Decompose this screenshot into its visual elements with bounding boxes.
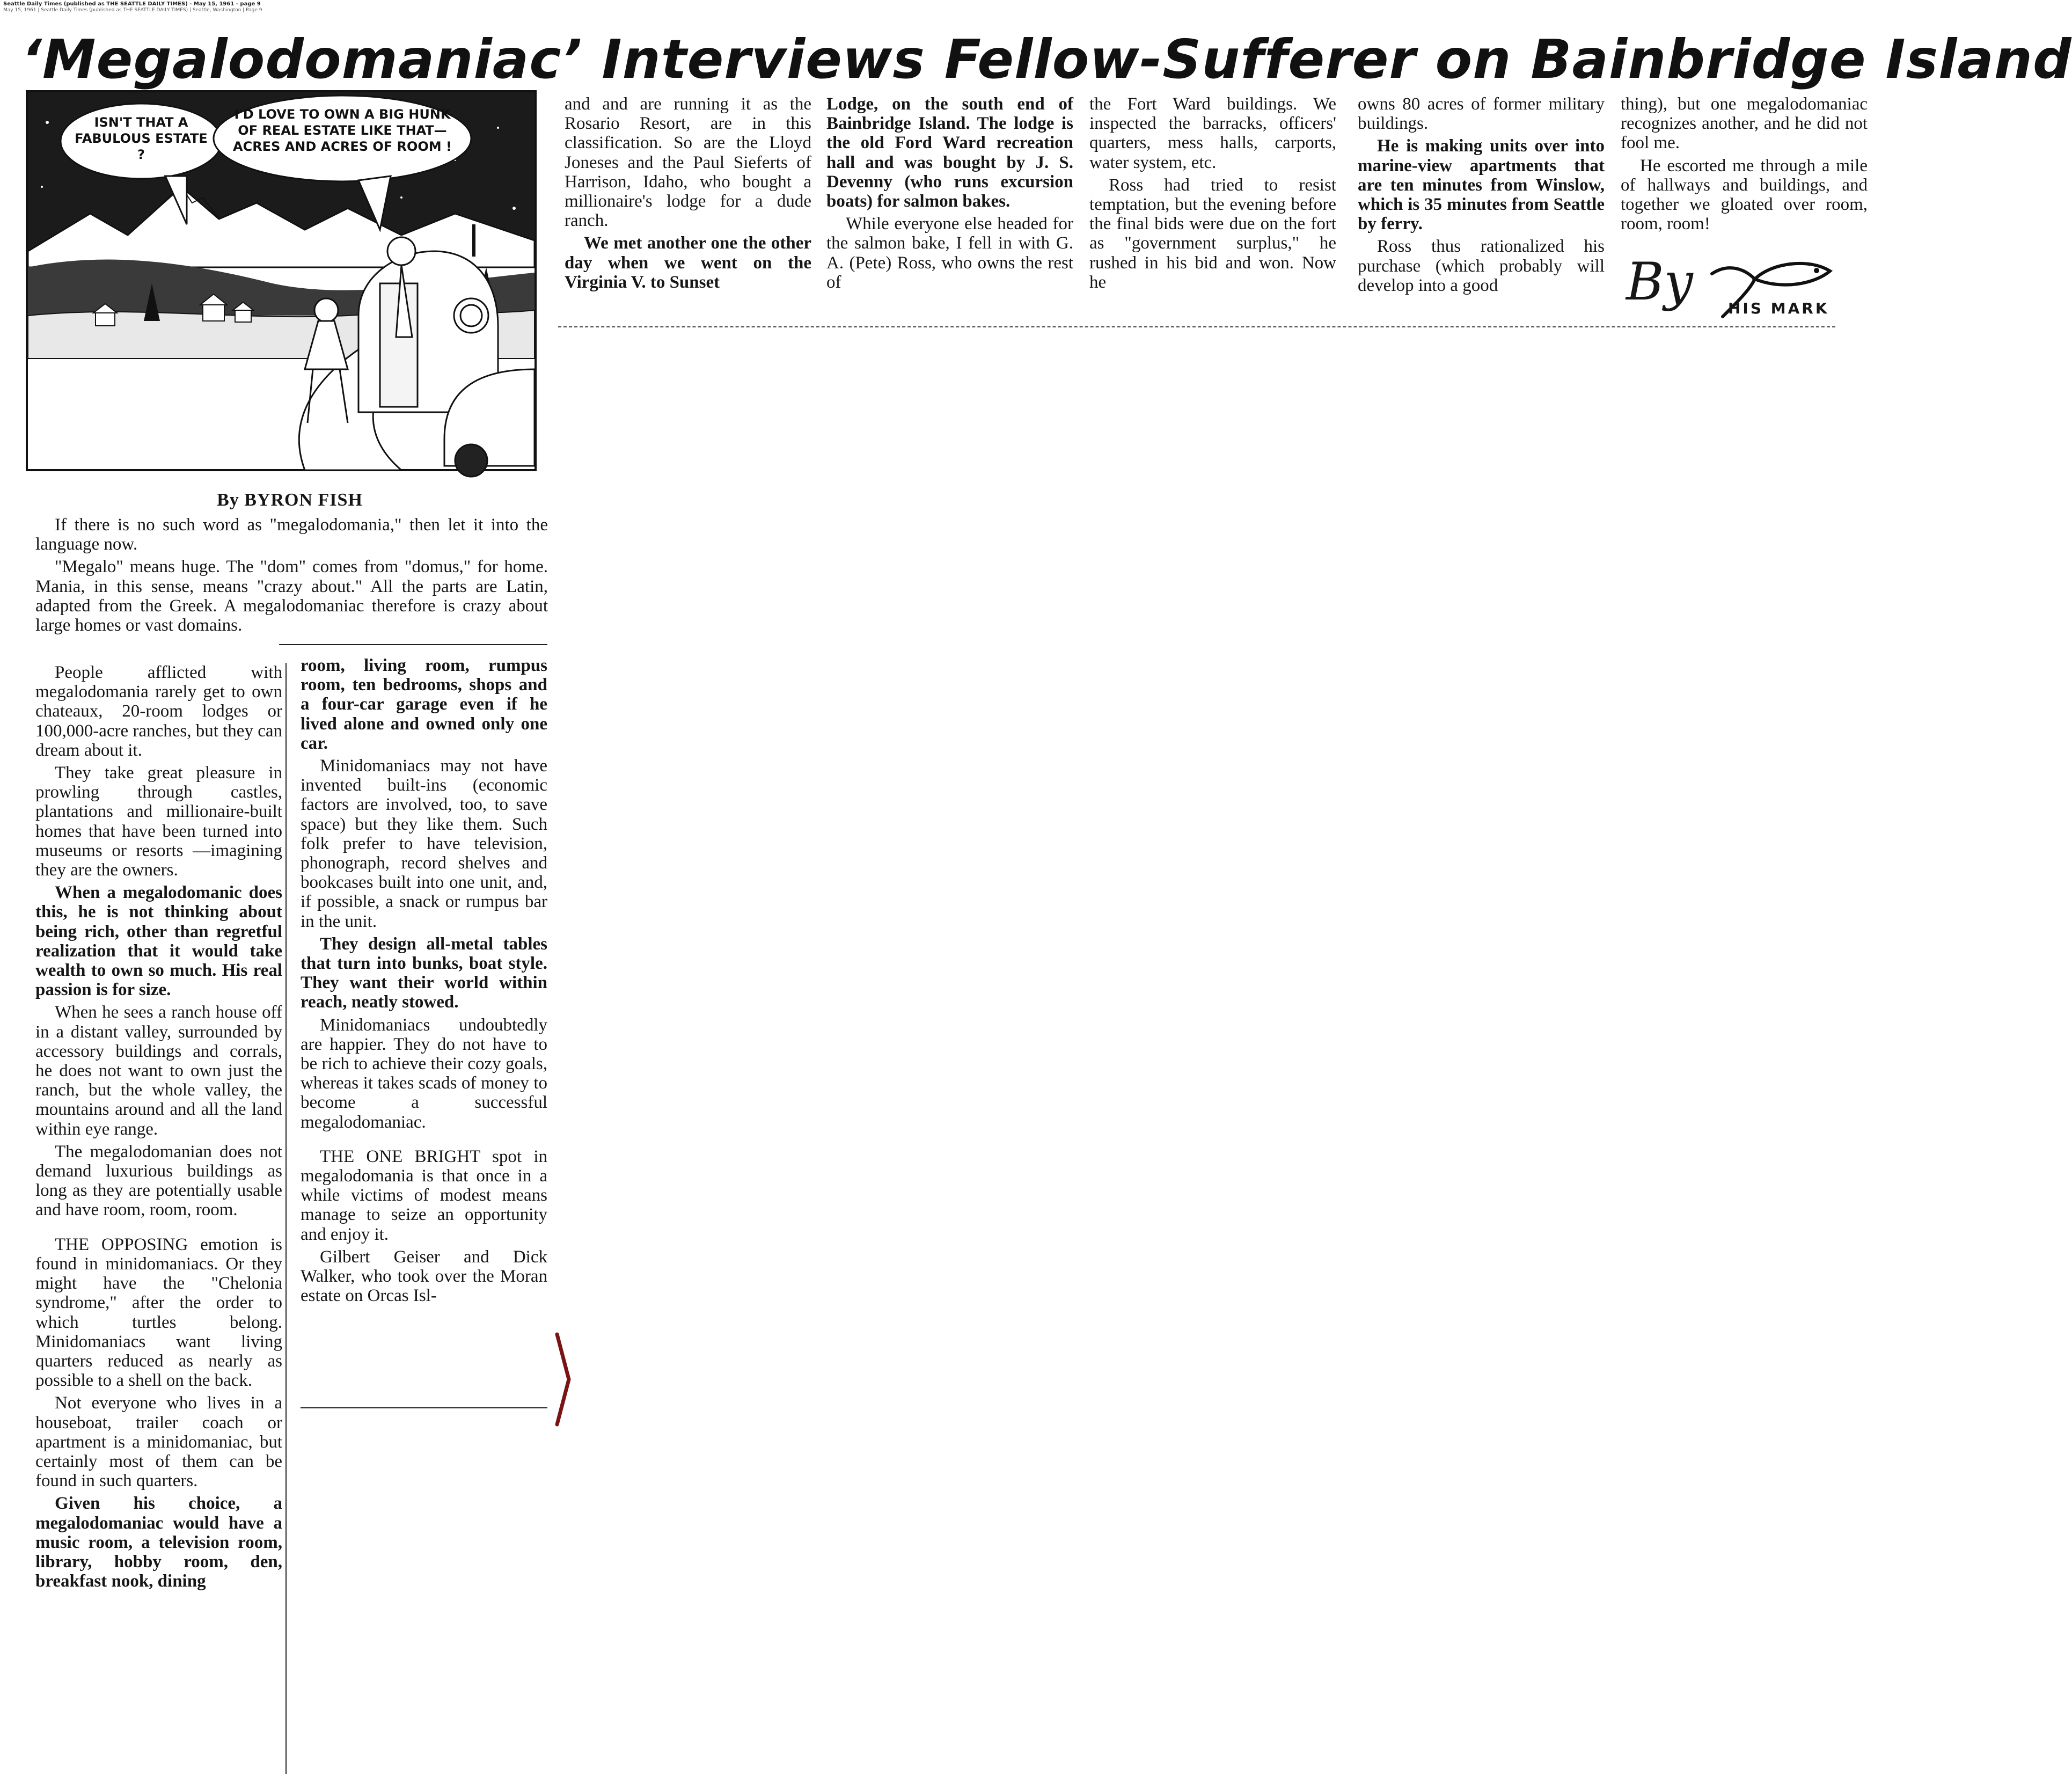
byline: By BYRON FISH (217, 490, 363, 510)
column-a (35, 663, 282, 1769)
paragraph: room, living room, rumpus room, ten bedrooms, shops and a four-car garage even if he lived alone and owned only one car. (301, 656, 547, 753)
column-c (565, 94, 811, 325)
intro-paragraph: If there is no such word as "megalodomania," then let it into the language now. (35, 515, 548, 554)
paragraph: They take great pleasure in prowling through castles, plantations and millionaire-built homes that have been turned into museums or resorts —imagining they are the owners. (35, 763, 282, 880)
page-header-source: Seattle Daily Times (published as THE SEATTLE DAILY TIMES) - May 15, 1961 - page 9 (3, 1, 261, 7)
paragraph: Given his choice, a megalodomaniac would have a music room, a television room, library, hobby room, den, breakfast nook, dining (35, 1494, 282, 1591)
intro-paragraph: "Megalo" means huge. The "dom" comes from "domus," for home. Mania, in this sense, means "crazy about." All the parts are Latin, adapted from the Greek. A megalodomaniac therefore is crazy about large homes or vast domains. (35, 557, 548, 635)
cartoon-balloon-left: ISN'T THAT A FABULOUS ESTATE ? (75, 115, 208, 162)
cartoon-balloon-right: I'D LOVE TO OWN A BIG HUNK OF REAL ESTATE LIKE THAT—ACRES AND ACRES OF ROOM ! (233, 107, 452, 154)
column-f (1358, 94, 1605, 325)
paragraph: While everyone else headed for the salmon bake, I fell in with G. A. (Pete) Ross, who owns the rest of (826, 214, 1073, 292)
paragraph: Lodge, on the south end of Bainbridge Island. The lodge is the old Ford Ward recreation hall and was bought by J. S. Devenny (who runs excursion boats) for salmon bakes. (826, 94, 1073, 211)
column-a-rule (285, 663, 287, 1774)
signature-mark-label: HIS MARK (1728, 299, 1829, 317)
column-b (301, 656, 547, 1407)
column-b-bottom-rule (301, 1407, 547, 1408)
paragraph: We met another one the other day when we went on the Virginia V. to Sunset (565, 233, 811, 292)
paragraph: When he sees a ranch house off in a distant valley, surrounded by accessory buildings and corrals, he does not want to own just the ranch, but the whole valley, the mountains around and all the land within eye range. (35, 1003, 282, 1139)
continued-bracket-icon (553, 1331, 574, 1428)
headline: ‘Megalodomaniac’ Interviews Fellow-Sufferer on Bainbridge Island (21, 28, 2072, 91)
paragraph: THE OPPOSING emotion is found in minidomaniacs. Or they might have the "Chelonia syndrome," after the order to which turtles belong. Minidomaniacs want living quarters reduced as nearly as possible to a shell on the back. (35, 1234, 282, 1391)
paragraph: He escorted me through a mile of hallways and buildings, and together we gloated over room, room, room! (1621, 156, 1868, 234)
paragraph: Minidomaniacs may not have invented built-ins (economic factors are involved, too, to save space) but they like them. Such folk prefer to have television, phonograph, record shelves and bookcases built into one unit, and, if possible, a snack or rumpus bar in the unit. (301, 756, 547, 931)
column-g (1621, 94, 1868, 239)
paragraph: owns 80 acres of former military buildings. (1358, 94, 1605, 134)
cartoon-illustration (26, 90, 537, 471)
paragraph: The megalodomanian does not demand luxurious buildings as long as they are potentially usable and have room, room, room. (35, 1142, 282, 1220)
paragraph: thing), but one megalodomaniac recognizes another, and he did not fool me. (1621, 94, 1868, 153)
paragraph: Not everyone who lives in a houseboat, trailer coach or apartment is a minidomaniac, but certainly most of them can be found in such quarters. (35, 1393, 282, 1491)
paragraph: They design all-metal tables that turn into bunks, boat style. They want their world within reach, neatly stowed. (301, 934, 547, 1012)
page-header-citation: May 15, 1961 | Seattle Daily Times (published as THE SEATTLE DAILY TIMES) | Seattle, Washington | Page 9 (3, 8, 262, 13)
column-e (1089, 94, 1336, 325)
paragraph: and and are running it as the Rosario Resort, are in this classification. So are the Lloyd Joneses and the Paul Sieferts of Harrison, Idaho, who bought a millionaire's lodge for a dude ranch. (565, 94, 811, 231)
intro-block (35, 515, 548, 660)
top-row-rule (558, 326, 1835, 327)
intro-rule (279, 644, 547, 645)
paragraph: Ross thus rationalized his purchase (which probably will develop into a good (1358, 237, 1605, 295)
column-d (826, 94, 1073, 325)
paragraph: THE ONE BRIGHT spot in megalodomania is that once in a while victims of modest means manage to seize an opportunity and enjoy it. (301, 1146, 547, 1244)
cartoon-drawing (26, 90, 537, 471)
paragraph: People afflicted with megalodomania rarely get to own chateaux, 20-room lodges or 100,000-acre ranches, but they can dream about it. (35, 663, 282, 760)
paragraph: Minidomaniacs undoubtedly are happier. They do not have to be rich to achieve their cozy goals, whereas it takes scads of money to become a successful megalodomaniac. (301, 1015, 547, 1132)
paragraph: He is making units over into marine-view apartments that are ten minutes from Winslow, which is 35 minutes from Seattle by ferry. (1358, 136, 1605, 234)
paragraph: the Fort Ward buildings. We inspected the barracks, officers' quarters, mess halls, carports, water system, etc. (1089, 94, 1336, 172)
paragraph: Gilbert Geiser and Dick Walker, who took over the Moran estate on Orcas Isl- (301, 1247, 547, 1306)
paragraph: When a megalodomanic does this, he is not thinking about being rich, other than regretful realization that it would take wealth to own so much. His real passion is for size. (35, 883, 282, 1000)
paragraph: Ross had tried to resist temptation, but the evening before the final bids were due on the fort as "government surplus," he rushed in his bid and won. Now he (1089, 175, 1336, 292)
signature-by: By (1626, 252, 1693, 312)
